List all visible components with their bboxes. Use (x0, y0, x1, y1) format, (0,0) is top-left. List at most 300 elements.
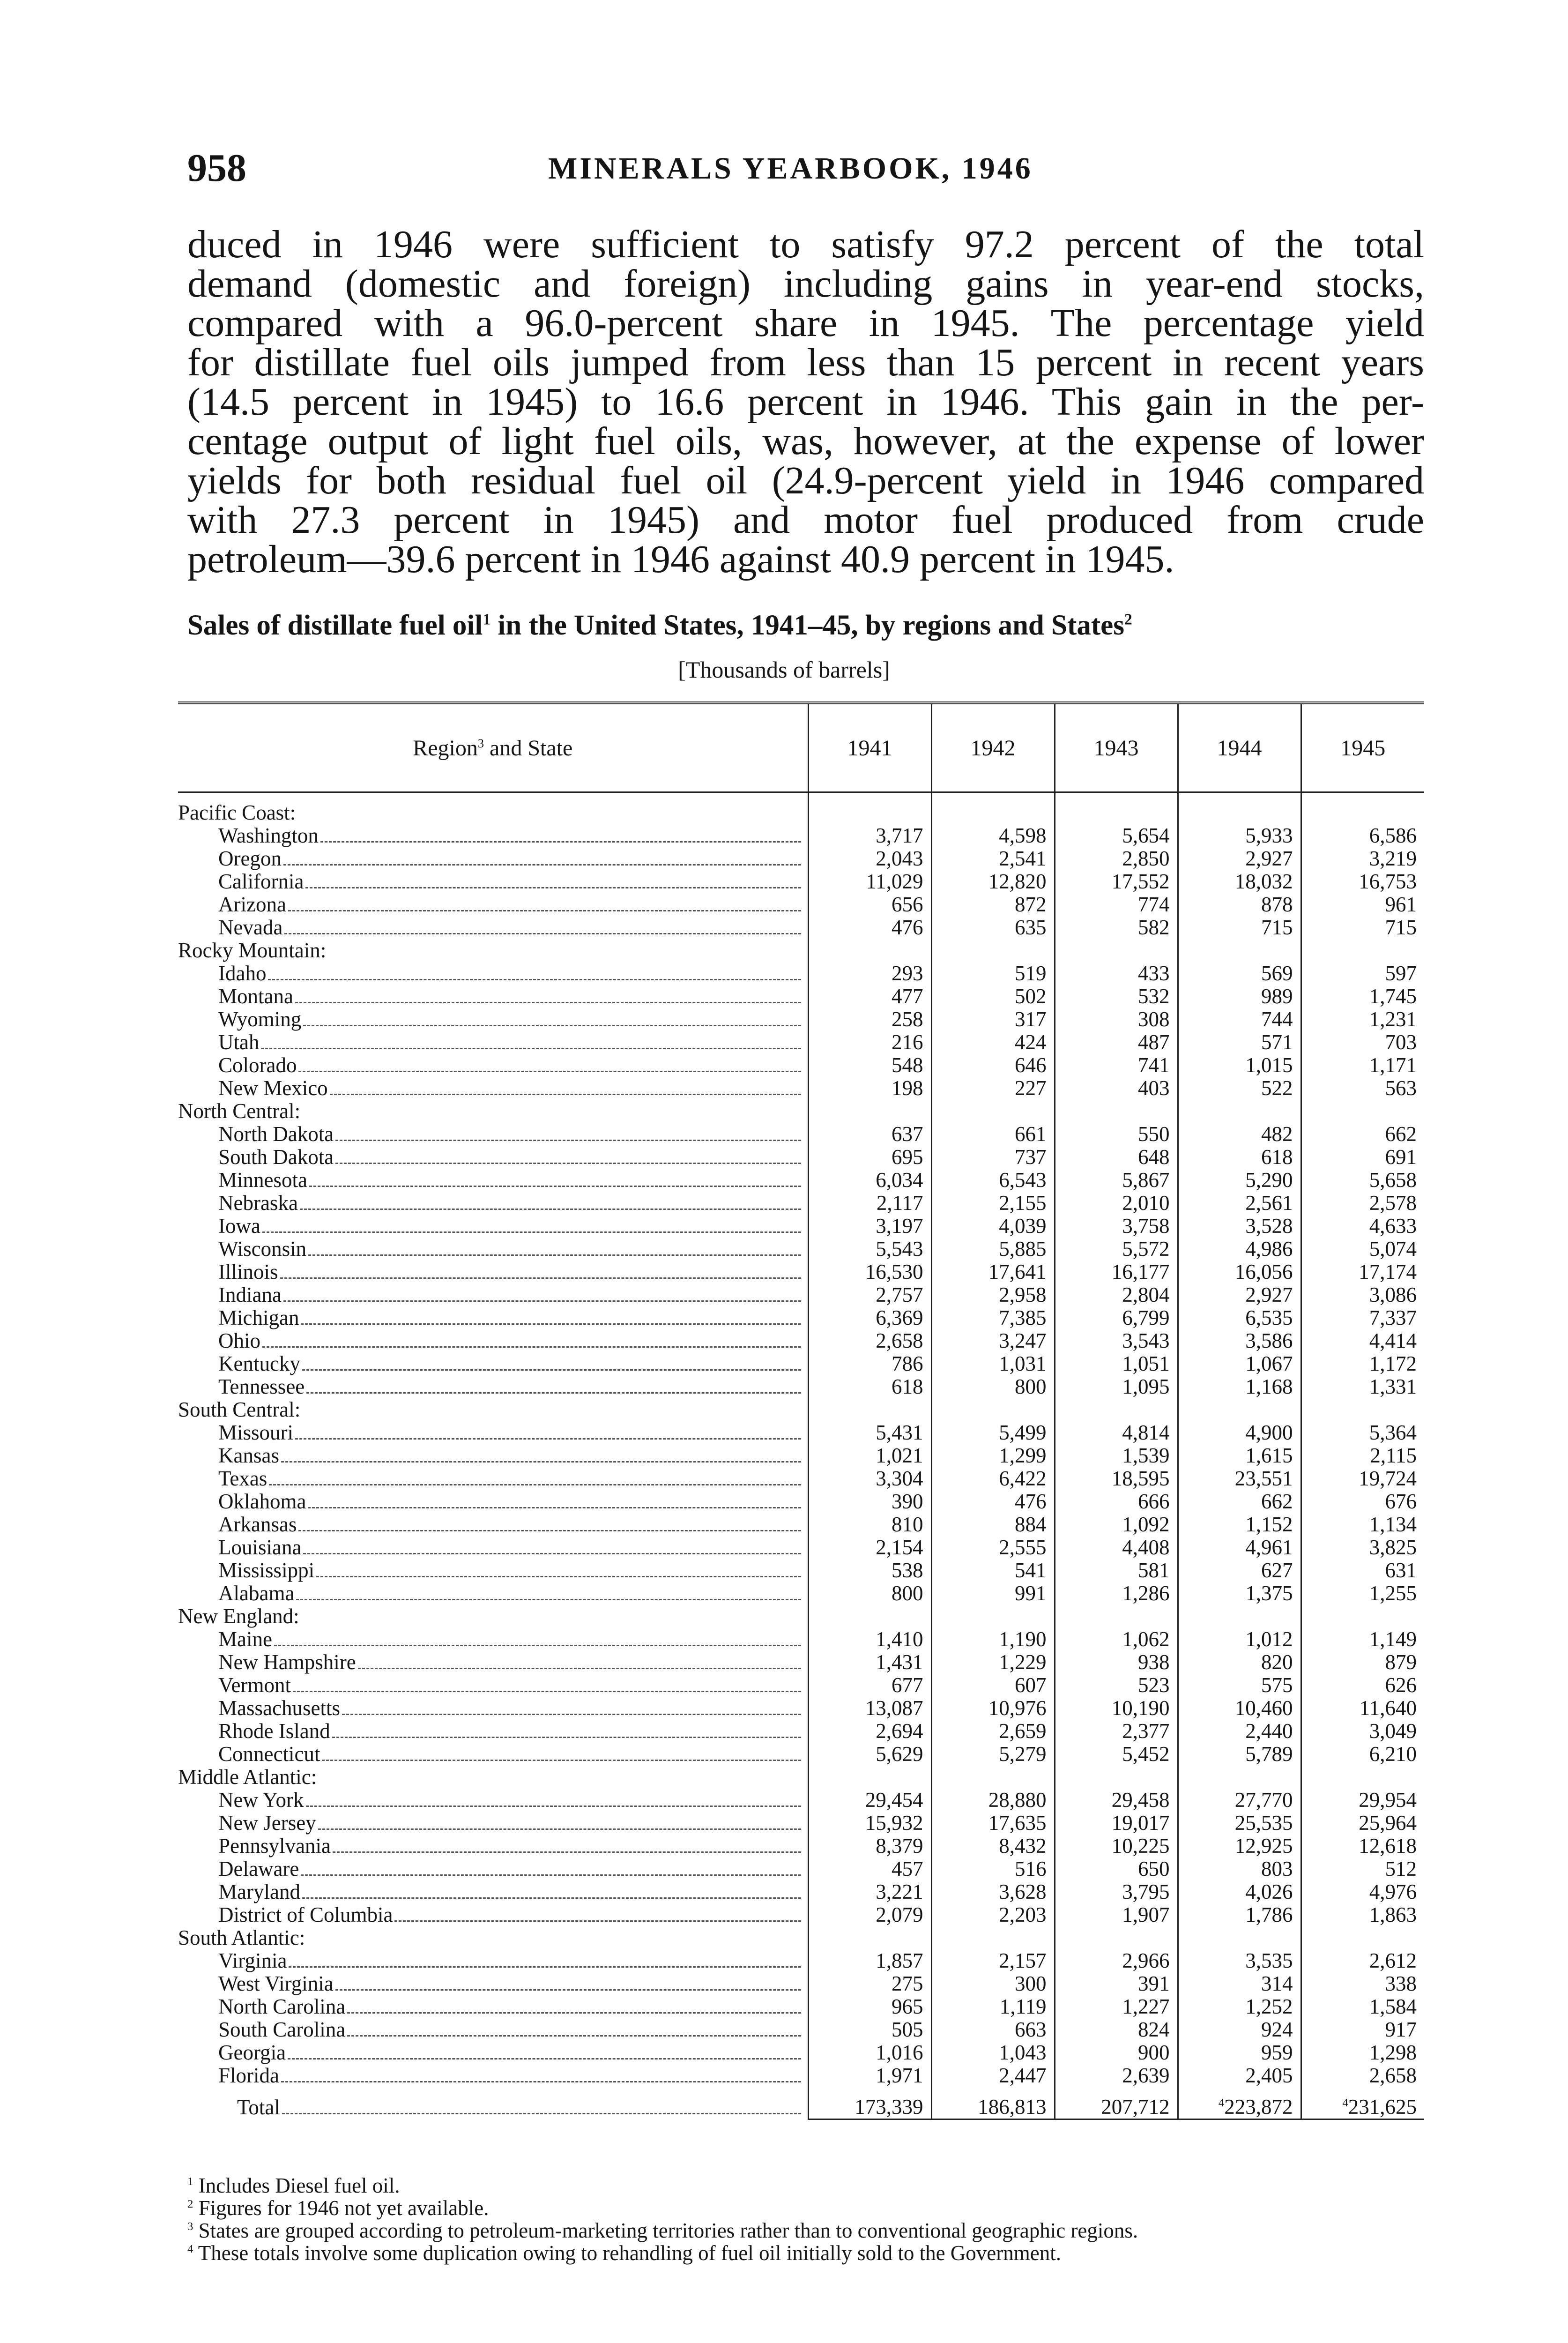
leader-dots (335, 1989, 801, 1991)
row-label (178, 985, 808, 1008)
value-cell: 2,639 (1055, 2064, 1178, 2087)
value-cell: 4,414 (1301, 1329, 1424, 1352)
value-cell: 618 (1178, 1146, 1301, 1169)
state-row (178, 847, 1424, 870)
value-cell: 5,654 (1055, 824, 1178, 847)
state-row (178, 1697, 1424, 1720)
leader-dots (281, 1461, 801, 1463)
value-cell: 12,618 (1301, 1835, 1424, 1858)
value-cell: 19,017 (1055, 1812, 1178, 1835)
row-label (178, 1559, 808, 1582)
row-label-text: New York (218, 1789, 304, 1812)
value-cell: 737 (931, 1146, 1055, 1169)
row-label (178, 1261, 808, 1283)
value-cell: 25,535 (1178, 1812, 1301, 1835)
total-value: 207,712 (1101, 2095, 1170, 2119)
value-cell: 2,447 (931, 2064, 1055, 2087)
value-cell: 5,789 (1178, 1743, 1301, 1766)
value-cell: 29,454 (808, 1789, 931, 1812)
state-row (178, 1146, 1424, 1169)
value-cell: 6,210 (1301, 1743, 1424, 1766)
value-cell: 2,440 (1178, 1720, 1301, 1743)
leader-dots (306, 1392, 801, 1394)
value-cell: 1,119 (931, 1995, 1055, 2018)
value-cell: 1,375 (1178, 1582, 1301, 1605)
row-label (178, 1375, 808, 1398)
table-caption (187, 609, 1424, 642)
row-label-cell (178, 1789, 808, 1812)
leader-dots (268, 979, 801, 980)
value-cell: 820 (1178, 1651, 1301, 1674)
value-cell (931, 1605, 1055, 1628)
state-row (178, 1743, 1424, 1766)
state-row (178, 1720, 1424, 1743)
leader-dots (262, 1346, 801, 1348)
row-label-cell (178, 2064, 808, 2087)
value-cell: 16,530 (808, 1261, 931, 1283)
value-cell: 5,499 (931, 1421, 1055, 1444)
row-label (178, 2064, 808, 2087)
paragraph-line: duced in 1946 were sufficient to satisfy 97.2 percent of the total (187, 223, 1424, 266)
total-value: 173,339 (855, 2095, 923, 2119)
value-cell: 27,770 (1178, 1789, 1301, 1812)
value-cell: 4,026 (1178, 1880, 1301, 1903)
leader-dots (288, 2058, 801, 2059)
row-label-text: Arkansas (218, 1513, 297, 1536)
footnote-ref: 4 (1218, 2097, 1225, 2109)
value-cell: 637 (808, 1123, 931, 1146)
value-cell: 631 (1301, 1559, 1424, 1582)
value-cell: 308 (1055, 1008, 1178, 1031)
value-cell: 803 (1178, 1858, 1301, 1880)
row-label (178, 1146, 808, 1169)
stub-header (178, 703, 808, 792)
state-row (178, 1880, 1424, 1903)
value-cell: 502 (931, 985, 1055, 1008)
value-cell: 961 (1301, 893, 1424, 916)
sales-table (178, 701, 1424, 2120)
value-cell (1178, 1100, 1301, 1123)
value-cell: 6,799 (1055, 1306, 1178, 1329)
value-cell: 4,961 (1178, 1536, 1301, 1559)
value-cell: 2,804 (1055, 1283, 1178, 1306)
value-cell: 5,074 (1301, 1238, 1424, 1261)
leader-dots (301, 1874, 801, 1876)
value-cell: 5,290 (1178, 1169, 1301, 1192)
value-cell: 715 (1178, 916, 1301, 939)
row-label-cell (178, 1306, 808, 1329)
value-cell: 1,299 (931, 1444, 1055, 1467)
value-cell: 3,304 (808, 1467, 931, 1490)
value-cell: 1,584 (1301, 1995, 1424, 2018)
row-label-cell (178, 1559, 808, 1582)
row-label-text: New Mexico (218, 1077, 328, 1100)
value-cell: 1,062 (1055, 1628, 1178, 1651)
row-label-text: South Atlantic: (178, 1926, 305, 1949)
table-caption-text: Sales of distillate fuel oil (187, 610, 483, 641)
row-label-text: South Dakota (218, 1146, 334, 1169)
leader-dots (318, 1828, 801, 1830)
value-cell: 16,056 (1178, 1261, 1301, 1283)
value-cell (1301, 939, 1424, 962)
value-cell: 5,572 (1055, 1238, 1178, 1261)
footnote (187, 2174, 1424, 2197)
value-cell: 550 (1055, 1123, 1178, 1146)
value-cell: 1,252 (1178, 1995, 1301, 2018)
state-row (178, 1812, 1424, 1835)
row-label-cell (178, 1444, 808, 1467)
leader-dots (298, 1071, 801, 1072)
row-label-text: Delaware (218, 1858, 299, 1880)
row-label-cell (178, 1031, 808, 1054)
value-cell: 810 (808, 1513, 931, 1536)
value-cell (1301, 1100, 1424, 1123)
value-cell: 16,753 (1301, 870, 1424, 893)
value-cell (1301, 1766, 1424, 1789)
footnote-mark: 2 (187, 2198, 193, 2210)
leader-dots (306, 1806, 801, 1807)
state-row (178, 1490, 1424, 1513)
value-cell: 2,079 (808, 1903, 931, 1926)
value-cell (1178, 1605, 1301, 1628)
value-cell: 626 (1301, 1674, 1424, 1697)
value-cell: 2,927 (1178, 1283, 1301, 1306)
value-cell: 5,885 (931, 1238, 1055, 1261)
table-subtitle: [Thousands of barrels] (678, 657, 890, 683)
value-cell (1178, 1766, 1301, 1789)
row-label-cell (178, 1926, 808, 1949)
state-row (178, 1329, 1424, 1352)
row-label-text: Georgia (218, 2041, 286, 2064)
row-label-text: Illinois (218, 1261, 278, 1283)
footnote-text: Figures for 1946 not yet available. (193, 2196, 489, 2220)
row-label (178, 870, 808, 893)
row-label-text: Nebraska (218, 1192, 298, 1215)
paragraph-line: centage output of light fuel oils, was, however, at the expense of lower (187, 419, 1424, 463)
footnote-ref: 4 (1342, 2097, 1348, 2109)
row-label (178, 1835, 808, 1858)
row-label-cell (178, 870, 808, 893)
value-cell: 774 (1055, 893, 1178, 916)
value-cell: 1,331 (1301, 1375, 1424, 1398)
footnote-mark: 3 (187, 2220, 193, 2233)
row-label (178, 1605, 808, 1628)
state-row (178, 1995, 1424, 2018)
value-cell (808, 1766, 931, 1789)
state-row (178, 1375, 1424, 1398)
value-cell: 1,012 (1178, 1628, 1301, 1651)
region-row (178, 939, 1424, 962)
table-header-row (178, 703, 1424, 792)
value-cell: 3,049 (1301, 1720, 1424, 1743)
leader-dots (269, 1484, 801, 1485)
row-label (178, 1444, 808, 1467)
state-row (178, 1283, 1424, 1306)
value-cell: 1,615 (1178, 1444, 1301, 1467)
leader-dots (289, 1966, 801, 1968)
total-value: 231,625 (1348, 2095, 1417, 2119)
value-cell: 627 (1178, 1559, 1301, 1582)
total-value: 186,813 (978, 2095, 1047, 2119)
year-header: 1943 (1055, 703, 1178, 792)
row-label-text: West Virginia (218, 1972, 334, 1995)
value-cell: 275 (808, 1972, 931, 1995)
value-cell: 17,635 (931, 1812, 1055, 1835)
state-row (178, 1835, 1424, 1858)
value-cell: 338 (1301, 1972, 1424, 1995)
row-label-text: Tennessee (218, 1375, 305, 1398)
leader-dots (335, 1140, 801, 1141)
footnote (187, 2219, 1424, 2242)
row-label (178, 916, 808, 939)
row-label (178, 2041, 808, 2064)
row-label (178, 1628, 808, 1651)
row-label-cell (178, 1077, 808, 1100)
state-row (178, 1582, 1424, 1605)
value-cell: 1,539 (1055, 1444, 1178, 1467)
value-cell: 3,535 (1178, 1949, 1301, 1972)
total-value: 223,872 (1224, 2095, 1293, 2119)
row-label-cell (178, 1674, 808, 1697)
value-cell: 7,385 (931, 1306, 1055, 1329)
value-cell: 2,157 (931, 1949, 1055, 1972)
value-cell: 12,925 (1178, 1835, 1301, 1858)
leader-dots (261, 1048, 801, 1049)
value-cell: 457 (808, 1858, 931, 1880)
value-cell: 2,658 (808, 1329, 931, 1352)
row-label (178, 1169, 808, 1192)
total-value-cell (1055, 2087, 1178, 2119)
row-label (178, 1582, 808, 1605)
value-cell (1055, 1100, 1178, 1123)
row-label-cell (178, 1858, 808, 1880)
row-label-text: New Hampshire (218, 1651, 356, 1674)
value-cell: 3,247 (931, 1329, 1055, 1352)
value-cell: 2,658 (1301, 2064, 1424, 2087)
row-label (178, 2096, 808, 2119)
paragraph-line: demand (domestic and foreign) including gains in year-end stocks, (187, 262, 1424, 306)
total-value-cell (1301, 2087, 1424, 2119)
value-cell: 800 (931, 1375, 1055, 1398)
value-cell: 548 (808, 1054, 931, 1077)
value-cell (808, 1398, 931, 1421)
row-label-text: Michigan (218, 1306, 299, 1329)
value-cell (1178, 939, 1301, 962)
leader-dots (282, 2113, 801, 2114)
value-cell: 15,932 (808, 1812, 931, 1835)
value-cell: 1,190 (931, 1628, 1055, 1651)
value-cell: 1,431 (808, 1651, 931, 1674)
value-cell: 2,561 (1178, 1192, 1301, 1215)
value-cell: 5,658 (1301, 1169, 1424, 1192)
value-cell: 10,190 (1055, 1697, 1178, 1720)
row-label-cell (178, 1283, 808, 1306)
row-label-cell (178, 1398, 808, 1421)
value-cell (808, 1926, 931, 1949)
row-label (178, 1972, 808, 1995)
row-label (178, 1008, 808, 1031)
row-label-text: Missouri (218, 1421, 294, 1444)
value-cell: 523 (1055, 1674, 1178, 1697)
state-row (178, 824, 1424, 847)
value-cell: 872 (931, 893, 1055, 916)
row-label-cell (178, 1123, 808, 1146)
row-label-text: California (218, 870, 304, 893)
value-cell: 5,364 (1301, 1421, 1424, 1444)
state-row (178, 1949, 1424, 1972)
row-label (178, 1100, 808, 1123)
value-cell: 2,958 (931, 1283, 1055, 1306)
state-row (178, 1215, 1424, 1238)
stub-header-text: Region (413, 735, 478, 761)
row-label-text: South Central: (178, 1398, 301, 1421)
leader-dots (274, 1645, 801, 1646)
value-cell: 10,225 (1055, 1835, 1178, 1858)
value-cell: 390 (808, 1490, 931, 1513)
state-row (178, 1123, 1424, 1146)
row-label-cell (178, 1513, 808, 1536)
leader-dots (335, 1163, 801, 1164)
footnote (187, 2242, 1424, 2264)
value-cell: 482 (1178, 1123, 1301, 1146)
region-row (178, 1766, 1424, 1789)
value-cell: 663 (931, 2018, 1055, 2041)
state-row (178, 893, 1424, 916)
value-cell: 656 (808, 893, 931, 916)
value-cell: 216 (808, 1031, 931, 1054)
value-cell: 4,986 (1178, 1238, 1301, 1261)
state-row (178, 2018, 1424, 2041)
row-label (178, 1398, 808, 1421)
value-cell: 691 (1301, 1146, 1424, 1169)
value-cell: 569 (1178, 962, 1301, 985)
state-row (178, 1789, 1424, 1812)
row-label (178, 1192, 808, 1215)
value-cell: 5,629 (808, 1743, 931, 1766)
leader-dots (288, 910, 801, 911)
row-label-cell (178, 1215, 808, 1238)
row-label-text: South Carolina (218, 2018, 346, 2041)
total-row (178, 2087, 1424, 2119)
footnote-mark: 1 (187, 2175, 193, 2188)
state-row (178, 870, 1424, 893)
row-label (178, 1306, 808, 1329)
value-cell: 917 (1301, 2018, 1424, 2041)
value-cell: 512 (1301, 1858, 1424, 1880)
value-cell: 824 (1055, 2018, 1178, 2041)
state-row (178, 2041, 1424, 2064)
value-cell: 424 (931, 1031, 1055, 1054)
leader-dots (303, 1553, 801, 1554)
row-label (178, 1513, 808, 1536)
row-label-text: Idaho (218, 962, 267, 985)
value-cell (931, 1398, 1055, 1421)
state-row (178, 1192, 1424, 1215)
state-row (178, 1261, 1424, 1283)
leader-dots (293, 1691, 801, 1692)
paragraph-line: yields for both residual fuel oil (24.9-percent yield in 1946 compared (187, 459, 1424, 502)
region-row (178, 1398, 1424, 1421)
state-row (178, 1031, 1424, 1054)
value-cell: 17,641 (931, 1261, 1055, 1283)
row-label-cell (178, 1536, 808, 1559)
row-label (178, 1490, 808, 1513)
value-cell (931, 1100, 1055, 1123)
value-cell: 2,203 (931, 1903, 1055, 1926)
row-label-cell (178, 939, 808, 962)
table-caption-text: in the United States, 1941–45, by regions and States (490, 610, 1124, 641)
value-cell: 258 (808, 1008, 931, 1031)
value-cell: 3,795 (1055, 1880, 1178, 1903)
region-row (178, 1100, 1424, 1123)
state-row (178, 1858, 1424, 1880)
value-cell: 879 (1301, 1651, 1424, 1674)
leader-dots (298, 1530, 801, 1531)
value-cell: 1,152 (1178, 1513, 1301, 1536)
value-cell (1055, 792, 1178, 825)
leader-dots (303, 1025, 801, 1026)
row-label (178, 1926, 808, 1949)
state-row (178, 1513, 1424, 1536)
value-cell: 2,155 (931, 1192, 1055, 1215)
row-label-cell (178, 1972, 808, 1995)
value-cell: 5,431 (808, 1421, 931, 1444)
row-label-text: Wisconsin (218, 1238, 307, 1261)
row-label-text: Florida (218, 2064, 279, 2087)
row-label-text: Montana (218, 985, 293, 1008)
row-label (178, 1674, 808, 1697)
value-cell: 1,095 (1055, 1375, 1178, 1398)
leader-dots (284, 933, 801, 934)
value-cell: 1,171 (1301, 1054, 1424, 1077)
value-cell: 741 (1055, 1054, 1178, 1077)
row-label-cell (178, 1100, 808, 1123)
leader-dots (316, 1576, 801, 1577)
row-label (178, 1215, 808, 1238)
value-cell: 582 (1055, 916, 1178, 939)
value-cell: 10,460 (1178, 1697, 1301, 1720)
value-cell: 1,410 (808, 1628, 931, 1651)
value-cell (1301, 792, 1424, 825)
row-label-cell (178, 1766, 808, 1789)
row-label (178, 893, 808, 916)
stub-header-text: and State (484, 735, 573, 761)
value-cell: 4,598 (931, 824, 1055, 847)
row-label-cell (178, 1192, 808, 1215)
footnote-text: States are grouped according to petroleum-marketing territories rather than to conventional geographic regions. (193, 2219, 1138, 2242)
value-cell (1055, 939, 1178, 962)
value-cell: 3,825 (1301, 1536, 1424, 1559)
value-cell: 607 (931, 1674, 1055, 1697)
leader-dots (308, 1507, 801, 1508)
row-label-text: Arizona (218, 893, 286, 916)
year-header: 1941 (808, 703, 931, 792)
row-label-text: Texas (218, 1467, 268, 1490)
state-row (178, 1628, 1424, 1651)
value-cell: 4,814 (1055, 1421, 1178, 1444)
row-label (178, 2018, 808, 2041)
row-label (178, 1536, 808, 1559)
row-label-cell (178, 824, 808, 847)
value-cell: 597 (1301, 962, 1424, 985)
page-header (187, 145, 1424, 201)
value-cell (1301, 1926, 1424, 1949)
value-cell: 433 (1055, 962, 1178, 985)
value-cell: 403 (1055, 1077, 1178, 1100)
row-label-text: Iowa (218, 1215, 260, 1238)
value-cell: 676 (1301, 1490, 1424, 1513)
row-label (178, 1766, 808, 1789)
